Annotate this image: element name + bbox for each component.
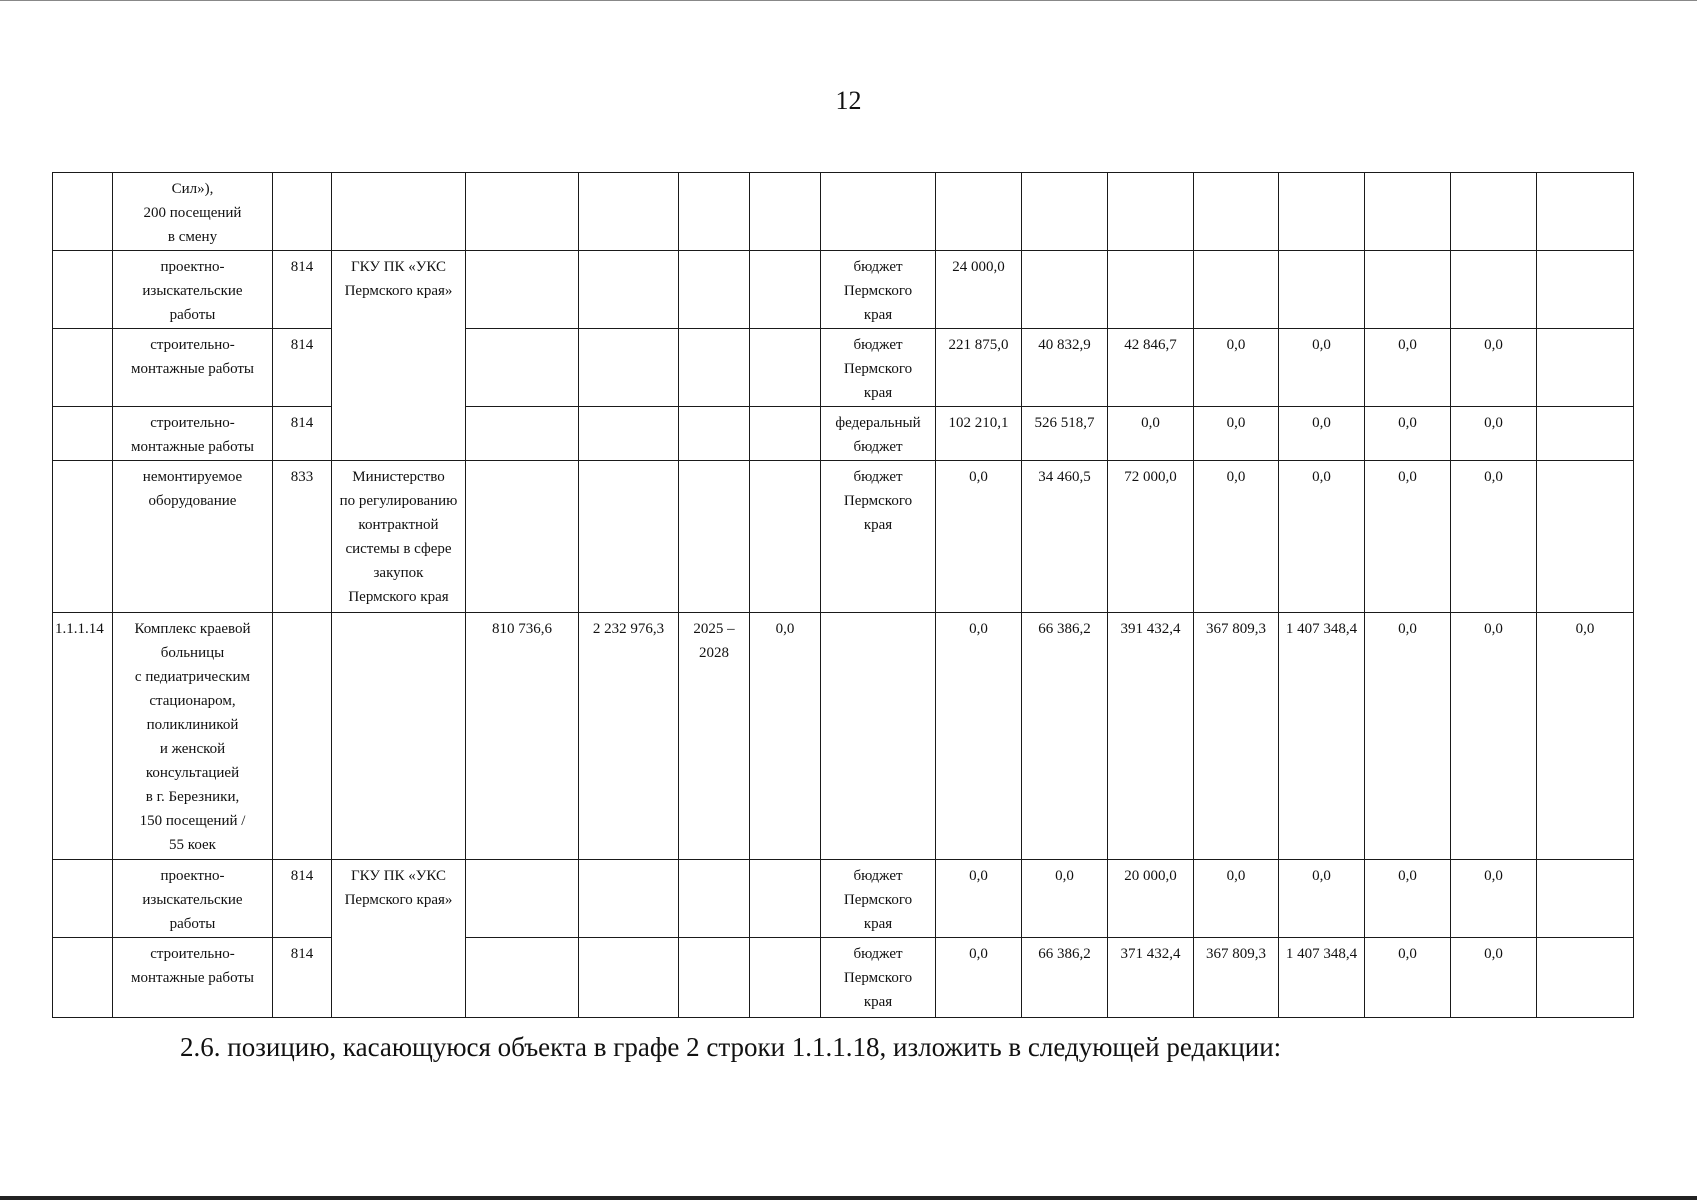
table-cell: 367 809,3: [1194, 613, 1279, 860]
table-cell: [750, 407, 821, 461]
table-cell: 0,0: [1365, 938, 1451, 1018]
table-cell: 814: [273, 251, 332, 329]
table-cell: [466, 938, 579, 1018]
table-cell: [1537, 860, 1634, 938]
table-cell: 0,0: [1451, 938, 1537, 1018]
table-cell: [1537, 461, 1634, 613]
table-cell: Министерство по регулированию контрактной системы в сфере закупок Пермского края: [332, 461, 466, 613]
row-code-cell: 1.1.1.14: [53, 613, 113, 860]
table-cell: [750, 251, 821, 329]
table-cell: 0,0: [1365, 407, 1451, 461]
table-cell: [1537, 407, 1634, 461]
table-row: [53, 407, 1634, 461]
table-cell: [466, 251, 579, 329]
table-cell: 0,0: [1451, 860, 1537, 938]
table-cell: 814: [273, 329, 332, 407]
table-cell: 0,0: [1279, 461, 1365, 613]
table-cell: [679, 938, 750, 1018]
table-cell: 0,0: [1365, 860, 1451, 938]
table-cell: [466, 173, 579, 251]
table-cell: [1108, 251, 1194, 329]
table-cell: 0,0: [936, 860, 1022, 938]
table-cell: 221 875,0: [936, 329, 1022, 407]
table-cell: 0,0: [1279, 329, 1365, 407]
table-cell: бюджет Пермского края: [821, 461, 936, 613]
scan-bottom-edge: [0, 1196, 1697, 1200]
table-cell: 24 000,0: [936, 251, 1022, 329]
table-cell: [1279, 173, 1365, 251]
table-cell: [1451, 251, 1537, 329]
table-cell: [579, 173, 679, 251]
table-cell: [466, 329, 579, 407]
table-cell: [1537, 173, 1634, 251]
table-cell: Комплекс краевой больницы с педиатрическим стационаром, поликлиникой и женской консультацией в г. Березники, 150 посещений / 55 коек: [113, 613, 273, 860]
table-cell: 0,0: [750, 613, 821, 860]
table-cell: [1537, 329, 1634, 407]
table-cell: ГКУ ПК «УКС Пермского края»: [332, 860, 466, 1018]
table-cell: 0,0: [1537, 613, 1634, 860]
table-cell: 1 407 348,4: [1279, 613, 1365, 860]
row-code-cell: [53, 329, 113, 407]
table-cell: 0,0: [1451, 407, 1537, 461]
table-cell: 0,0: [1365, 613, 1451, 860]
table-cell: [1194, 251, 1279, 329]
table-cell: 42 846,7: [1108, 329, 1194, 407]
bottom-instruction-text: 2.6. позицию, касающуюся объекта в графе 2 строки 1.1.1.18, изложить в следующей редакции:: [180, 1032, 1282, 1062]
table-cell: 2025 – 2028: [679, 613, 750, 860]
table-cell: [579, 938, 679, 1018]
table-row: [53, 938, 1634, 1018]
table-row: [53, 173, 1634, 251]
table-cell: 0,0: [1194, 461, 1279, 613]
table-cell: 0,0: [1279, 860, 1365, 938]
table-row: [53, 860, 1634, 938]
table-cell: бюджет Пермского края: [821, 329, 936, 407]
table-cell: 0,0: [936, 613, 1022, 860]
table-row: [53, 613, 1634, 860]
row-code-cell: [53, 860, 113, 938]
table-cell: 0,0: [936, 461, 1022, 613]
table-cell: 0,0: [1022, 860, 1108, 938]
table-cell: 391 432,4: [1108, 613, 1194, 860]
table-cell: [679, 461, 750, 613]
table-cell: 0,0: [1279, 407, 1365, 461]
table-cell: 34 460,5: [1022, 461, 1108, 613]
table-cell: [750, 173, 821, 251]
table-cell: [679, 860, 750, 938]
table-cell: [821, 613, 936, 860]
table-cell: строительно- монтажные работы: [113, 938, 273, 1018]
table-cell: [1022, 173, 1108, 251]
table-cell: [579, 860, 679, 938]
table-cell: 0,0: [1451, 461, 1537, 613]
table-cell: [750, 329, 821, 407]
row-code-cell: [53, 461, 113, 613]
table-cell: 0,0: [1451, 613, 1537, 860]
table-cell: 0,0: [1194, 860, 1279, 938]
table-cell: 66 386,2: [1022, 938, 1108, 1018]
table-cell: [679, 329, 750, 407]
table-cell: бюджет Пермского края: [821, 938, 936, 1018]
table-cell: бюджет Пермского края: [821, 251, 936, 329]
table-cell: [273, 173, 332, 251]
table-cell: [1279, 251, 1365, 329]
table-row: [53, 251, 1634, 329]
table-cell: [579, 407, 679, 461]
table-cell: [579, 251, 679, 329]
table-cell: [466, 860, 579, 938]
table-cell: строительно- монтажные работы: [113, 407, 273, 461]
budget-table: [52, 172, 1634, 1018]
table-cell: проектно- изыскательские работы: [113, 860, 273, 938]
table-cell: 0,0: [1194, 407, 1279, 461]
table-cell: [273, 613, 332, 860]
table-cell: [750, 461, 821, 613]
table-cell: федеральный бюджет: [821, 407, 936, 461]
row-code-cell: [53, 938, 113, 1018]
table-cell: 0,0: [1451, 329, 1537, 407]
table-cell: 72 000,0: [1108, 461, 1194, 613]
table-cell: 0,0: [1108, 407, 1194, 461]
row-code-cell: [53, 407, 113, 461]
table-cell: [1194, 173, 1279, 251]
table-cell: [332, 613, 466, 860]
table-cell: [1108, 173, 1194, 251]
table-cell: бюджет Пермского края: [821, 860, 936, 938]
table-cell: [1365, 173, 1451, 251]
table-cell: [679, 407, 750, 461]
table-cell: [750, 860, 821, 938]
table-cell: 814: [273, 938, 332, 1018]
table-cell: [750, 938, 821, 1018]
table-cell: 40 832,9: [1022, 329, 1108, 407]
table-cell: 1 407 348,4: [1279, 938, 1365, 1018]
table-row: [53, 461, 1634, 613]
table-cell: [936, 173, 1022, 251]
table-cell: 66 386,2: [1022, 613, 1108, 860]
table-cell: Сил»), 200 посещений в смену: [113, 173, 273, 251]
table-cell: [1022, 251, 1108, 329]
table-cell: [466, 461, 579, 613]
table-cell: проектно- изыскательские работы: [113, 251, 273, 329]
table-cell: [1451, 173, 1537, 251]
table-cell: немонтируемое оборудование: [113, 461, 273, 613]
table-cell: 0,0: [1365, 461, 1451, 613]
table-cell: 810 736,6: [466, 613, 579, 860]
row-code-cell: [53, 173, 113, 251]
table-row: [53, 329, 1634, 407]
table-cell: 0,0: [936, 938, 1022, 1018]
table-cell: [1537, 251, 1634, 329]
scan-top-edge: [0, 0, 1697, 1]
table-cell: [1365, 251, 1451, 329]
table-cell: 526 518,7: [1022, 407, 1108, 461]
table-cell: [579, 461, 679, 613]
table-cell: 20 000,0: [1108, 860, 1194, 938]
table-cell: ГКУ ПК «УКС Пермского края»: [332, 251, 466, 461]
table-cell: [579, 329, 679, 407]
table-cell: [1537, 938, 1634, 1018]
table-cell: строительно- монтажные работы: [113, 329, 273, 407]
table-cell: 0,0: [1194, 329, 1279, 407]
page-number: 12: [835, 86, 862, 115]
table-cell: [466, 407, 579, 461]
table-cell: 2 232 976,3: [579, 613, 679, 860]
table-cell: 0,0: [1365, 329, 1451, 407]
table-cell: [332, 173, 466, 251]
table-cell: 814: [273, 407, 332, 461]
table-cell: [679, 173, 750, 251]
row-code-cell: [53, 251, 113, 329]
table-cell: [821, 173, 936, 251]
table-cell: 371 432,4: [1108, 938, 1194, 1018]
table-cell: 833: [273, 461, 332, 613]
table-cell: 102 210,1: [936, 407, 1022, 461]
table-cell: 367 809,3: [1194, 938, 1279, 1018]
table-cell: 814: [273, 860, 332, 938]
table-cell: [679, 251, 750, 329]
